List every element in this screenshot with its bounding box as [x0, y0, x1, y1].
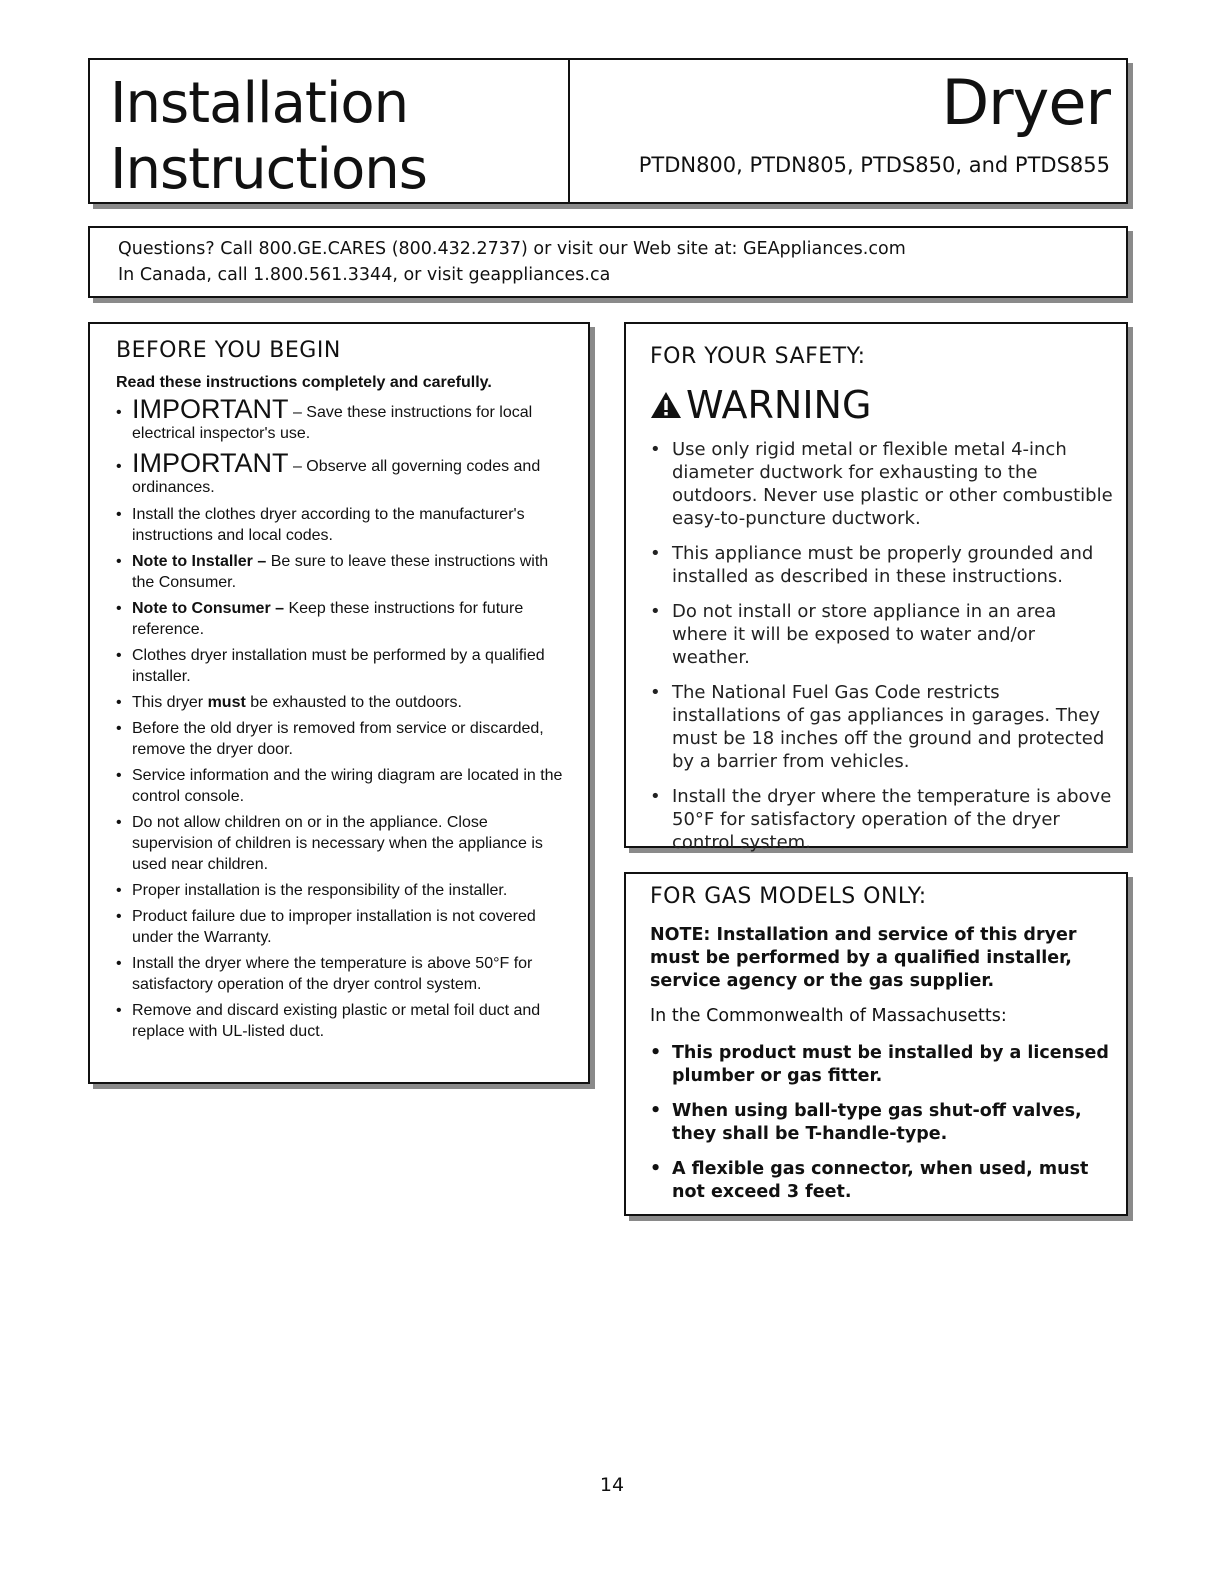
list-item: [116, 1000, 570, 1042]
list-item: [650, 542, 1114, 588]
bullet: •: [116, 647, 122, 664]
list-item: [650, 785, 1114, 854]
list-item: [116, 645, 570, 687]
warning-triangle-icon: [650, 390, 682, 420]
massachusetts-heading: In the Commonwealth of Massachusetts:: [650, 1006, 1007, 1026]
item-text: Do not install or store appliance in an area where it will be exposed to water and/or weather.: [672, 601, 1057, 668]
list-item: [116, 812, 570, 875]
item-text: Install the dryer where the temperature is above 50°F for satisfactory operation of the dryer control system.: [672, 786, 1112, 853]
emphasis-must: must: [207, 694, 246, 711]
bullet: •: [650, 682, 661, 703]
list-item: [116, 551, 570, 593]
contact-info-box: [88, 226, 1128, 298]
list-item: [116, 504, 570, 546]
model-numbers: PTDN800, PTDN805, PTDS850, and PTDS855: [638, 153, 1110, 177]
document-title-line2: Instructions: [110, 137, 427, 202]
item-text: Do not allow children on or in the appliance. Close supervision of children is necessary when the appliance is used near children.: [132, 814, 543, 873]
gas-list: [650, 1042, 1114, 1204]
bullet: •: [650, 439, 661, 460]
list-item: [116, 450, 570, 498]
list-item: [650, 681, 1114, 773]
item-text: Proper installation is the responsibility of the installer.: [132, 882, 508, 899]
warning-label: WARNING: [686, 383, 872, 427]
list-item: [116, 880, 570, 901]
header-divider: [568, 60, 570, 202]
item-text: The National Fuel Gas Code restricts installations of gas appliances in garages. They must be 18 inches off the ground and protected by a barrier from vehicles.: [672, 682, 1105, 772]
bullet: •: [116, 1002, 122, 1019]
bullet: •: [116, 767, 122, 784]
item-text: When using ball-type gas shut-off valves, they shall be T-handle-type.: [672, 1101, 1082, 1144]
list-item: [116, 598, 570, 640]
bullet: •: [650, 1159, 662, 1179]
list-item: [116, 953, 570, 995]
list-item: [650, 600, 1114, 669]
bullet: •: [116, 882, 122, 899]
list-item: [116, 396, 570, 444]
document-header: [88, 58, 1128, 204]
safety-list: [650, 438, 1114, 854]
intro-text: Read these instructions completely and carefully.: [116, 374, 492, 391]
list-item: [650, 1100, 1114, 1146]
note-installer-label: Note to Installer –: [132, 553, 267, 570]
bullet: •: [650, 1101, 662, 1121]
before-list: [116, 396, 570, 1042]
gas-models-section: [624, 872, 1128, 1216]
item-text: This dryer: [132, 694, 208, 711]
list-item: [116, 906, 570, 948]
bullet: •: [116, 694, 122, 711]
list-item: [116, 765, 570, 807]
product-name: Dryer: [941, 66, 1110, 139]
bullet: •: [116, 404, 122, 421]
bullet: •: [650, 786, 661, 807]
document-title-line1: Installation: [110, 71, 409, 136]
warning-title: [650, 383, 1114, 427]
bullet: •: [116, 955, 122, 972]
page-number: 14: [599, 1474, 625, 1496]
bullet: •: [116, 908, 122, 925]
item-text: Install the clothes dryer according to the manufacturer's instructions and local codes.: [132, 506, 525, 544]
item-text: Keep these instructions for future reference.: [132, 600, 524, 638]
bullet: •: [650, 543, 661, 564]
bullet: •: [116, 600, 122, 617]
bullet: •: [650, 1043, 662, 1063]
item-text: Service information and the wiring diagram are located in the control console.: [132, 767, 563, 805]
item-text: This appliance must be properly grounded and installed as described in these instructions.: [672, 543, 1094, 587]
item-text: Remove and discard existing plastic or metal foil duct and replace with UL-listed duct.: [132, 1002, 541, 1040]
section-heading: FOR GAS MODELS ONLY:: [650, 884, 927, 909]
list-item: [650, 1042, 1114, 1088]
bullet: •: [116, 458, 122, 475]
bullet: •: [650, 601, 661, 622]
important-label: IMPORTANT: [132, 394, 289, 424]
bullet: •: [116, 814, 122, 831]
gas-note: NOTE: Installation and service of this dryer must be performed by a qualified installer, service agency or the gas supplier.: [650, 925, 1077, 991]
before-you-begin-section: [88, 322, 590, 1084]
note-consumer-label: Note to Consumer –: [132, 600, 285, 617]
item-text: This product must be installed by a licensed plumber or gas fitter.: [672, 1043, 1109, 1086]
list-item: [650, 1158, 1114, 1204]
safety-section: [624, 322, 1128, 853]
item-text: A flexible gas connector, when used, must not exceed 3 feet.: [672, 1159, 1089, 1202]
item-text: – Save these instructions for local electrical inspector's use.: [132, 404, 533, 442]
list-item: [116, 718, 570, 760]
item-text: Be sure to leave these instructions with the Consumer.: [132, 553, 549, 591]
item-text: Install the dryer where the temperature is above 50°F for satisfactory operation of the dryer control system.: [132, 955, 533, 993]
item-text: be exhausted to the outdoors.: [245, 694, 462, 711]
item-text: Clothes dryer installation must be performed by a qualified installer.: [132, 647, 545, 685]
section-heading: BEFORE YOU BEGIN: [116, 338, 341, 363]
item-text: – Observe all governing codes and ordinances.: [132, 458, 541, 496]
bullet: •: [116, 553, 122, 570]
list-item: [650, 438, 1114, 530]
list-item: [116, 692, 570, 713]
important-label: IMPORTANT: [132, 448, 289, 478]
bullet: •: [116, 506, 122, 523]
bullet: •: [116, 720, 122, 737]
section-heading: FOR YOUR SAFETY:: [650, 344, 866, 369]
item-text: Use only rigid metal or flexible metal 4-inch diameter ductwork for exhausting to the outdoors. Never use plastic or other combustible easy-to-puncture ductwork.: [672, 439, 1113, 529]
contact-line-us: Questions? Call 800.GE.CARES (800.432.2737) or visit our Web site at: GEAppliances.com: [118, 239, 906, 259]
contact-line-canada: In Canada, call 1.800.561.3344, or visit geappliances.ca: [118, 265, 611, 285]
item-text: Product failure due to improper installation is not covered under the Warranty.: [132, 908, 536, 946]
item-text: Before the old dryer is removed from service or discarded, remove the dryer door.: [132, 720, 544, 758]
